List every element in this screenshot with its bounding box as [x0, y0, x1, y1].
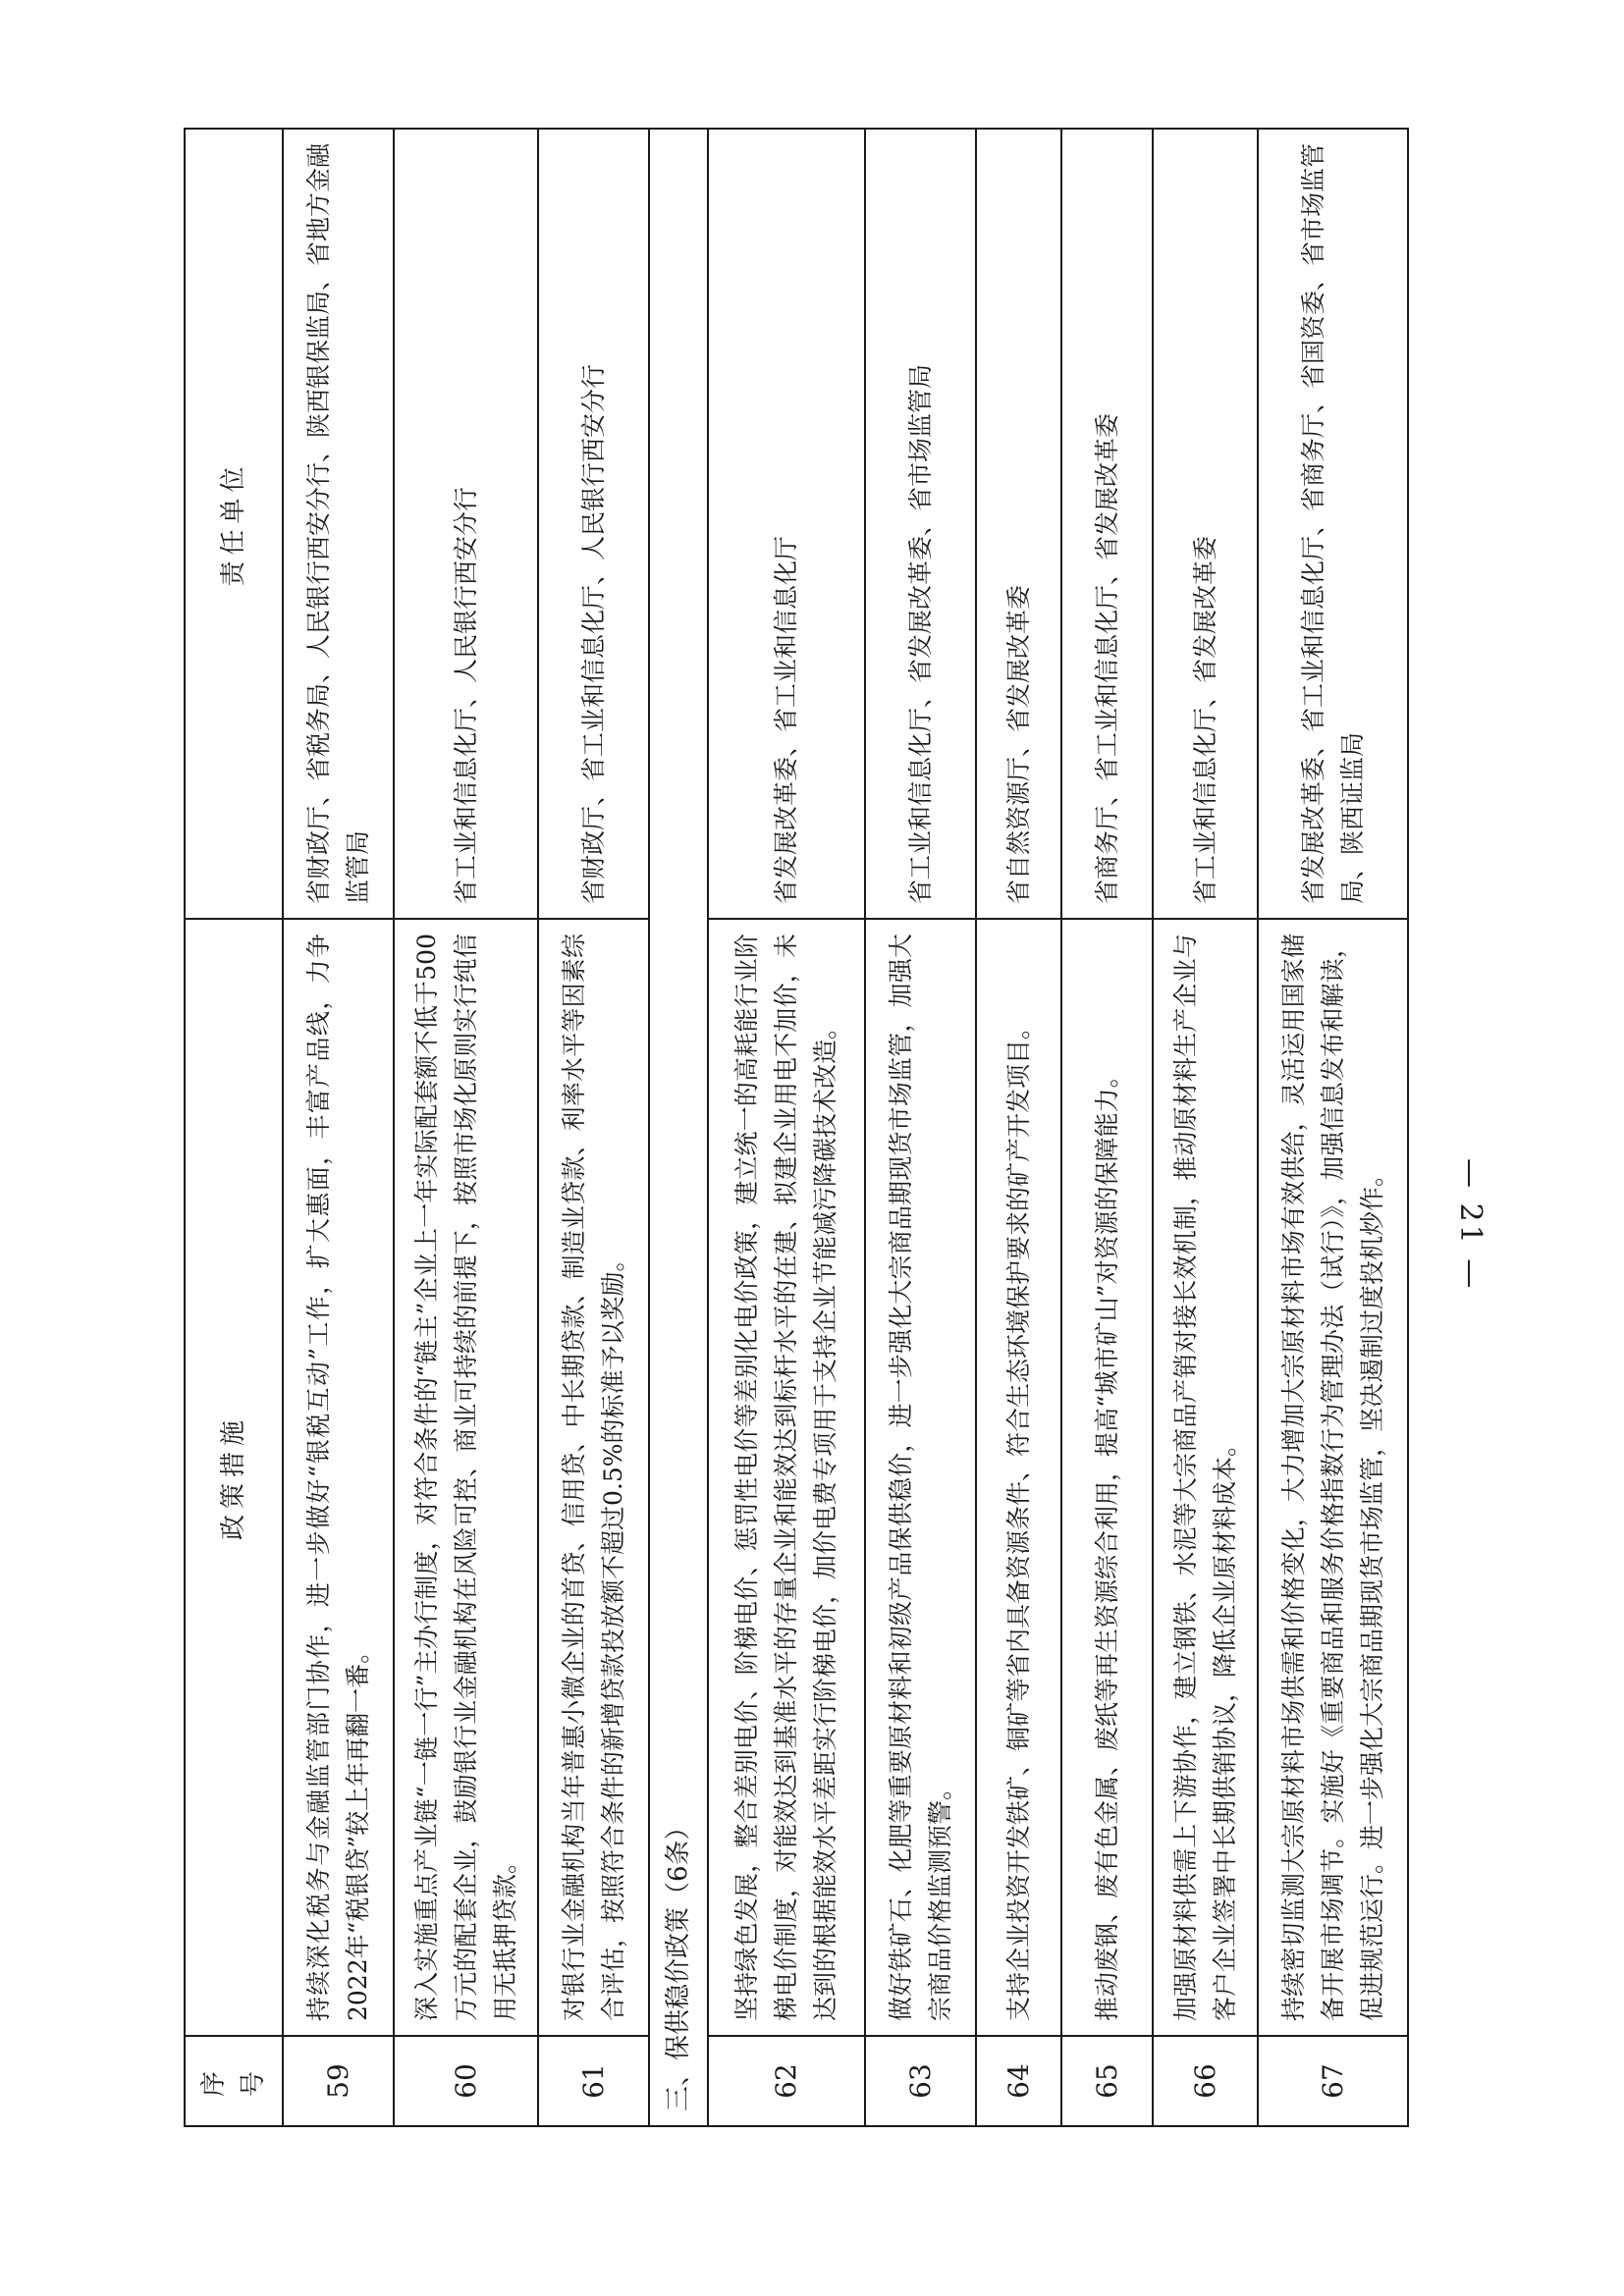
responsible-unit: 省发展改革委、省工业和信息化厅、省商务厅、省国资委、省市场监管局、陕西证监局 — [1258, 129, 1408, 919]
row-number: 67 — [1258, 2036, 1408, 2126]
policy-measure: 支持企业投资开发铁矿、铜矿等省内具备资源条件、符合生态环境保护要求的矿产开发项目。 — [976, 919, 1061, 2036]
policy-measure: 深入实施重点产业链“一链一行”主办行制度，对符合条件的“链主”企业上一年实际配套额不低于500万元的配套企业，鼓励银行业金融机构在风险可控、商业可持续的前提下，按照市场化原则实行纯信用无抵押贷款。 — [394, 919, 538, 2036]
table-row — [1258, 129, 1408, 2126]
row-number: 63 — [865, 2036, 976, 2126]
header-responsible: 责任单位 — [185, 129, 283, 919]
responsible-unit: 省商务厅、省工业和信息化厅、省发展改革委 — [1061, 129, 1153, 919]
table-row — [538, 129, 649, 2126]
row-number: 62 — [708, 2036, 865, 2126]
table-row — [976, 129, 1061, 2126]
table-row — [865, 129, 976, 2126]
policy-measure: 坚持绿色发展，整合差别电价、阶梯电价、惩罚性电价等差别化电价政策，建立统一的高耗能行业阶梯电价制度，对能效达到基准水平的存量企业和能效达到标杆水平的在建、拟建企业用电不加价，未达到的根据能效水平差距实行阶梯电价，加价电费专项用于支持企业节能减污降碳技术改造。 — [708, 919, 865, 2036]
policy-measure: 加强原材料供需上下游协作，建立钢铁、水泥等大宗商品产销对接长效机制，推动原材料生产企业与客户企业签署中长期供销协议，降低企业原材料成本。 — [1153, 919, 1258, 2036]
table-row — [1061, 129, 1153, 2126]
policy-measure: 做好铁矿石、化肥等重要原材料和初级产品保供稳价，进一步强化大宗商品期现货市场监管，加强大宗商品价格监测预警。 — [865, 919, 976, 2036]
policy-measure: 持续深化税务与金融监管部门协作，进一步做好“银税互动”工作，扩大惠面，丰富产品线，力争2022年“税银贷”较上年再翻一番。 — [283, 919, 394, 2036]
header-measure: 政策措施 — [185, 919, 283, 2036]
header-num: 序号 — [185, 2036, 283, 2126]
row-number: 59 — [283, 2036, 394, 2126]
responsible-unit: 省工业和信息化厅、人民银行西安分行 — [394, 129, 538, 919]
section-heading-row — [649, 129, 708, 2126]
section-heading: 三、保供稳价政策（6条） — [649, 129, 708, 2126]
table-header-row — [185, 129, 283, 2126]
table-row — [708, 129, 865, 2126]
row-number: 60 — [394, 2036, 538, 2126]
table-row — [394, 129, 538, 2126]
responsible-unit: 省工业和信息化厅、省发展改革委、省市场监管局 — [865, 129, 976, 919]
row-number: 65 — [1061, 2036, 1153, 2126]
responsible-unit: 省财政厅、省税务局、人民银行西安分行、陕西银保监局、省地方金融监管局 — [283, 129, 394, 919]
row-number: 61 — [538, 2036, 649, 2126]
responsible-unit: 省财政厅、省工业和信息化厅、人民银行西安分行 — [538, 129, 649, 919]
table-row — [1153, 129, 1258, 2126]
responsible-unit: 省发展改革委、省工业和信息化厅 — [708, 129, 865, 919]
policy-measure: 对银行业金融机构当年普惠小微企业的首贷、信用贷、中长期贷款、制造业贷款、利率水平等因素综合评估，按照符合条件的新增贷款投放额不超过0.5%的标准予以奖励。 — [538, 919, 649, 2036]
responsible-unit: 省工业和信息化厅、省发展改革委 — [1153, 129, 1258, 919]
policy-measure: 推动废钢、废有色金属、废纸等再生资源综合利用，提高“城市矿山”对资源的保障能力。 — [1061, 919, 1153, 2036]
row-number: 66 — [1153, 2036, 1258, 2126]
policy-table — [184, 128, 1409, 2127]
row-number: 64 — [976, 2036, 1061, 2126]
responsible-unit: 省自然资源厅、省发展改革委 — [976, 129, 1061, 919]
table-row — [283, 129, 394, 2126]
policy-measure: 持续密切监测大宗原材料市场供需和价格变化，大力增加大宗原材料市场有效供给，灵活运用国家储备开展市场调节。实施好《重要商品和服务价格指数行为管理办法（试行）》，加强信息发布和解读，促进规范运行。进一步强化大宗商品期现货市场监管，坚决遏制过度投机炒作。 — [1258, 919, 1408, 2036]
rotated-page-content — [184, 130, 1385, 2127]
page-number: — 21 — — [1453, 1158, 1488, 1292]
